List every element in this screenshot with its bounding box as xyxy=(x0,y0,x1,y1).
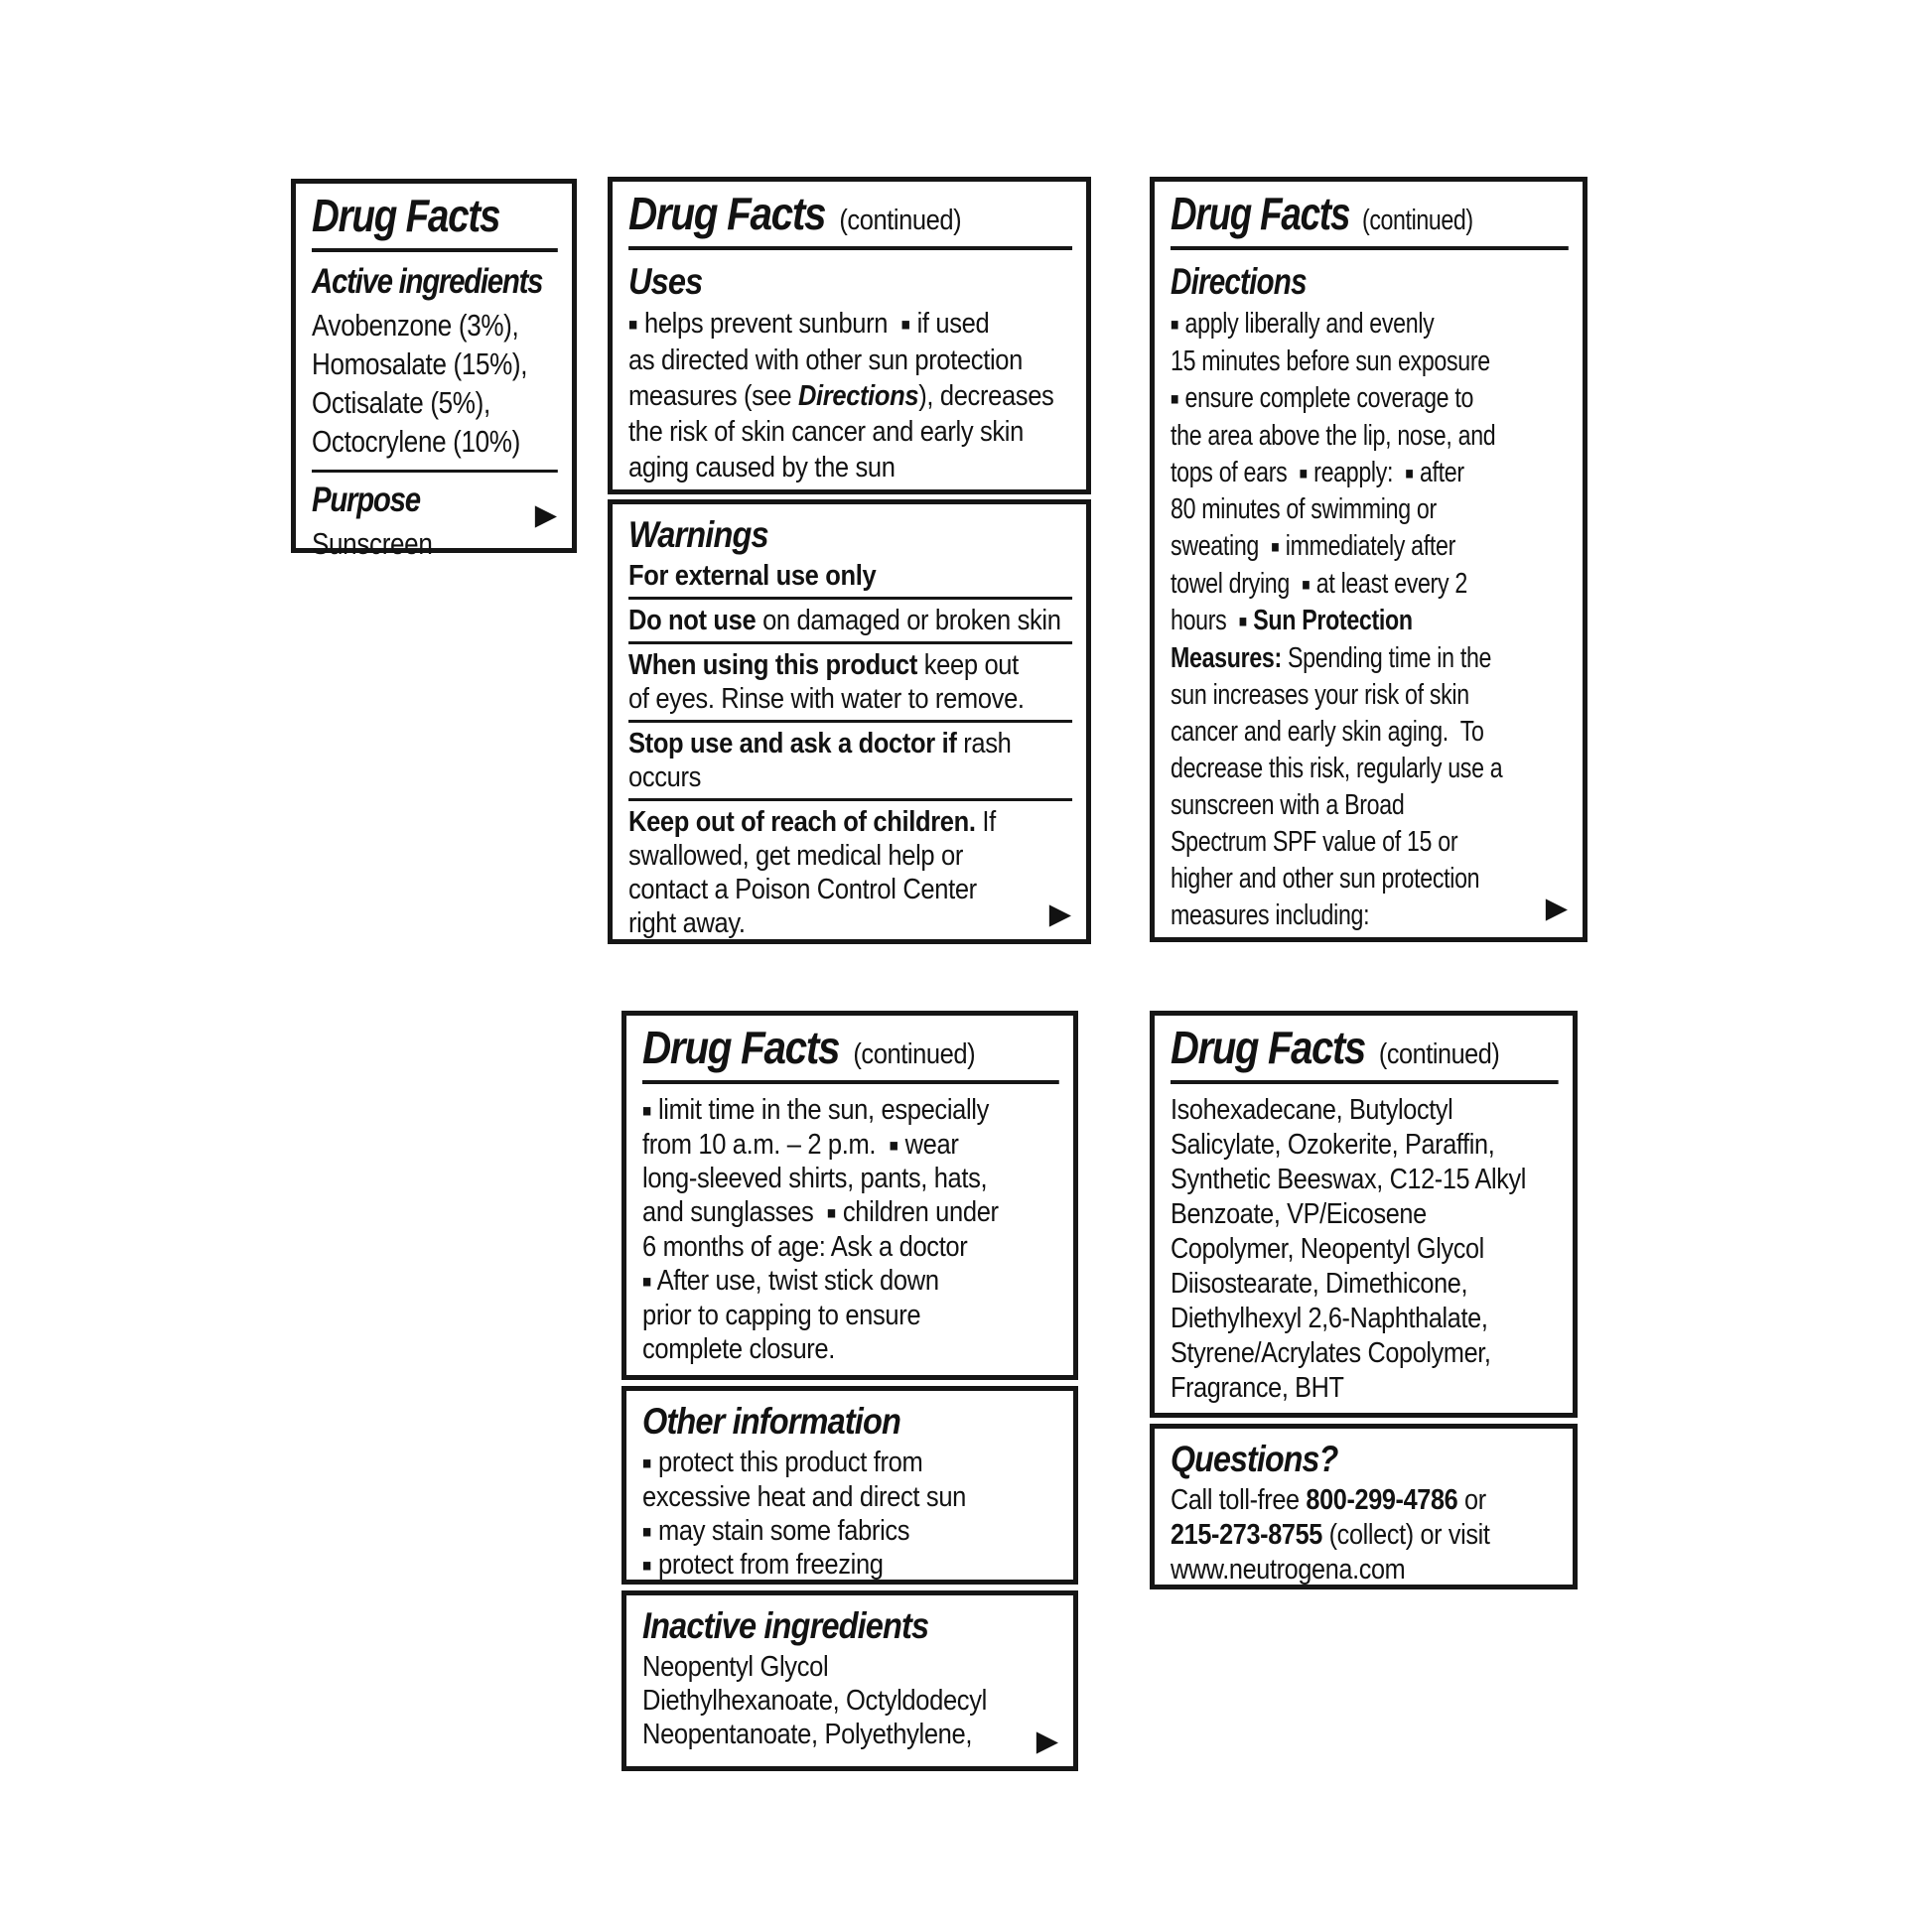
text-segment: Homosalate (15%), xyxy=(312,345,528,381)
text-segment: Measures: xyxy=(1171,641,1282,674)
text-line xyxy=(1171,1267,1559,1302)
text-segment: (collect) or visit xyxy=(1321,1519,1490,1552)
text-segment: occurs xyxy=(628,761,702,794)
text-segment: protect from freezing xyxy=(651,1549,884,1582)
text-segment: www.neutrogena.com xyxy=(1171,1554,1406,1587)
text-line xyxy=(642,1548,1059,1583)
text-line xyxy=(1171,603,1569,640)
text-line xyxy=(1171,1553,1559,1587)
section-heading-other-information: Other information xyxy=(642,1401,900,1442)
text-line xyxy=(1171,455,1569,492)
panel-content xyxy=(1171,1437,1559,1587)
text-line xyxy=(1171,566,1569,604)
text-line xyxy=(1171,1197,1559,1232)
text-line xyxy=(312,524,558,563)
drug-facts-title xyxy=(1171,1022,1559,1084)
text-line xyxy=(642,1230,1059,1264)
text-segment: Spending time in the xyxy=(1281,641,1492,674)
continued-label: (continued) xyxy=(853,1038,976,1070)
text-line xyxy=(642,1264,1059,1299)
panel-content xyxy=(642,1603,1059,1751)
section-heading-uses: Uses xyxy=(628,261,703,303)
text-segment: Stop use and ask a doctor if xyxy=(628,728,957,760)
text-segment: Neopentyl Glycol xyxy=(642,1651,829,1684)
text-segment: immediately after xyxy=(1279,530,1456,563)
text-line xyxy=(642,1162,1059,1195)
panel-content xyxy=(312,190,558,563)
text-segment: Directions xyxy=(797,380,919,412)
bullet-icon: ■ xyxy=(642,1100,652,1121)
text-segment: wear xyxy=(897,1128,959,1161)
text-segment: tops of ears xyxy=(1171,456,1300,488)
continue-arrow-icon: ▶ xyxy=(1048,898,1071,930)
text-segment: Benzoate, VP/Eicosene xyxy=(1171,1198,1427,1231)
text-segment: When using this product xyxy=(628,649,918,682)
text-segment: After use, twist stick down xyxy=(651,1265,939,1298)
text-block xyxy=(628,604,1072,644)
text-line xyxy=(642,1718,1059,1751)
panel-inactive-ingredients-continued xyxy=(1150,1011,1578,1418)
text-segment: sweating xyxy=(1171,530,1272,563)
text-segment: ensure complete coverage to xyxy=(1178,382,1474,414)
panel-content xyxy=(628,188,1072,485)
drug-facts-title xyxy=(642,1022,1059,1084)
text-line xyxy=(628,559,1072,593)
text-line xyxy=(1171,861,1569,897)
drug-facts-title-text: Drug Facts xyxy=(628,188,826,239)
text-line xyxy=(312,306,558,345)
text-line xyxy=(642,1332,1059,1366)
text-block xyxy=(642,1446,1059,1583)
bullet-icon: ■ xyxy=(1302,574,1311,595)
text-line xyxy=(1171,824,1569,861)
section-heading-inactive-ingredients: Inactive ingredients xyxy=(642,1605,929,1646)
panel-other-information xyxy=(621,1386,1078,1585)
text-segment: 15 minutes before sun exposure xyxy=(1171,345,1490,377)
text-line xyxy=(628,873,1072,906)
text-segment: if used xyxy=(909,308,990,341)
text-line xyxy=(1171,306,1569,344)
text-line xyxy=(628,682,1072,716)
text-line xyxy=(1171,418,1569,455)
divider-rule xyxy=(312,470,558,473)
text-segment: Diethylhexyl 2,6-Naphthalate, xyxy=(1171,1303,1488,1335)
continued-label: (continued) xyxy=(1362,205,1473,236)
text-block xyxy=(1171,1483,1559,1587)
text-segment: long-sleeved shirts, pants, hats, xyxy=(642,1163,988,1195)
panel-content xyxy=(642,1022,1059,1366)
text-line xyxy=(628,906,1072,940)
text-segment: keep out xyxy=(917,649,1019,682)
text-line xyxy=(642,1650,1059,1684)
text-segment: aging caused by the sun xyxy=(628,452,896,483)
text-line xyxy=(628,805,1072,839)
bullet-icon: ■ xyxy=(642,1271,652,1292)
panel-content xyxy=(1171,188,1569,934)
text-line xyxy=(642,1480,1059,1514)
text-segment: 800-299-4786 xyxy=(1306,1484,1458,1517)
text-line xyxy=(1171,491,1569,528)
text-block xyxy=(642,1093,1059,1365)
section-heading-questions: Questions? xyxy=(1171,1439,1338,1479)
bullet-icon: ■ xyxy=(889,1135,898,1156)
panel-content xyxy=(628,512,1072,940)
text-line xyxy=(628,760,1072,794)
text-segment: Do not use xyxy=(628,605,757,637)
text-block xyxy=(628,727,1072,801)
continue-arrow-icon: ▶ xyxy=(1545,893,1568,924)
text-segment: children under xyxy=(836,1196,999,1229)
text-segment: Keep out of reach of children. xyxy=(628,806,976,839)
text-line xyxy=(1171,1371,1559,1406)
bullet-icon: ■ xyxy=(642,1521,652,1542)
text-block xyxy=(1171,1093,1559,1406)
bullet-icon: ■ xyxy=(1405,463,1414,483)
text-block xyxy=(642,1650,1059,1751)
text-segment: as directed with other sun protection xyxy=(628,345,1023,376)
text-segment: cancer and early skin aging. To xyxy=(1171,715,1484,748)
panel-directions-continued xyxy=(621,1011,1078,1380)
text-line xyxy=(642,1299,1059,1332)
bullet-icon: ■ xyxy=(642,1452,652,1473)
text-segment: excessive heat and direct sun xyxy=(642,1480,967,1513)
bullet-icon: ■ xyxy=(1238,611,1248,631)
drug-facts-title-text: Drug Facts xyxy=(1171,1022,1365,1073)
text-segment: Sunscreen xyxy=(312,525,433,561)
text-segment: Diethylhexanoate, Octyldodecyl xyxy=(642,1685,987,1718)
text-line xyxy=(628,839,1072,873)
text-line xyxy=(628,604,1072,637)
text-segment: protect this product from xyxy=(651,1447,923,1479)
text-line xyxy=(1171,787,1569,824)
text-segment: from 10 a.m. – 2 p.m. xyxy=(642,1128,890,1161)
text-segment: Neopentanoate, Polyethylene, xyxy=(642,1719,973,1751)
text-segment: Synthetic Beeswax, C12-15 Alkyl xyxy=(1171,1164,1527,1196)
section-heading-purpose: Purpose xyxy=(312,480,420,519)
drug-facts-title xyxy=(1171,188,1569,250)
text-segment: on damaged or broken skin xyxy=(756,605,1061,637)
text-segment: may stain some fabrics xyxy=(651,1514,910,1547)
bullet-icon: ■ xyxy=(1299,463,1309,483)
panel-directions xyxy=(1150,177,1587,942)
text-segment: rash xyxy=(956,728,1012,760)
text-segment: and sunglasses xyxy=(642,1196,827,1229)
text-segment: apply liberally and evenly xyxy=(1178,308,1435,341)
text-segment: Styrene/Acrylates Copolymer, xyxy=(1171,1337,1491,1370)
text-segment: hours xyxy=(1171,605,1239,637)
continued-label: (continued) xyxy=(839,205,962,236)
text-segment: sunscreen with a Broad xyxy=(1171,788,1405,821)
text-segment: contact a Poison Control Center xyxy=(628,874,977,906)
text-segment: Spectrum SPF value of 15 or xyxy=(1171,825,1458,858)
text-segment: Diisostearate, Dimethicone, xyxy=(1171,1268,1468,1301)
drug-facts-title-text: Drug Facts xyxy=(312,190,500,241)
text-line xyxy=(628,378,1072,414)
panel-content xyxy=(1171,1022,1559,1406)
text-line xyxy=(1171,1093,1559,1128)
text-segment: after xyxy=(1413,456,1464,488)
text-segment: Sun Protection xyxy=(1253,605,1413,637)
text-segment: at least every 2 xyxy=(1310,567,1467,600)
text-segment: Copolymer, Neopentyl Glycol xyxy=(1171,1233,1484,1266)
drug-facts-title xyxy=(312,190,558,252)
text-segment: Fragrance, BHT xyxy=(1171,1372,1344,1405)
panel-inactive-ingredients xyxy=(621,1590,1078,1771)
bullet-icon: ■ xyxy=(1171,388,1179,409)
text-segment: measures including: xyxy=(1171,898,1370,931)
text-segment: helps prevent sunburn xyxy=(637,308,901,341)
text-line xyxy=(642,1093,1059,1128)
text-line xyxy=(1171,1483,1559,1518)
text-segment: complete closure. xyxy=(642,1332,836,1365)
text-line xyxy=(642,1128,1059,1163)
text-line xyxy=(1171,1302,1559,1336)
bullet-icon: ■ xyxy=(1271,536,1280,557)
drug-facts-title-text: Drug Facts xyxy=(1171,188,1350,239)
text-segment: the risk of skin cancer and early skin xyxy=(628,416,1024,448)
text-line xyxy=(1171,640,1569,677)
text-segment: Octisalate (5%), xyxy=(312,384,490,420)
panel-uses xyxy=(608,177,1091,494)
text-segment: limit time in the sun, especially xyxy=(651,1094,990,1127)
text-line xyxy=(642,1195,1059,1230)
text-line xyxy=(628,727,1072,760)
bullet-icon: ■ xyxy=(642,1555,652,1576)
text-line xyxy=(628,450,1072,485)
continue-arrow-icon: ▶ xyxy=(534,499,557,531)
text-segment: Avobenzone (3%), xyxy=(312,307,519,343)
text-line xyxy=(1171,528,1569,566)
continue-arrow-icon: ▶ xyxy=(1035,1725,1058,1757)
text-segment: or xyxy=(1457,1484,1486,1517)
drug-facts-title xyxy=(628,188,1072,250)
text-line xyxy=(1171,1336,1559,1371)
text-segment: the area above the lip, nose, and xyxy=(1171,419,1496,452)
text-segment: towel drying xyxy=(1171,567,1303,600)
text-line xyxy=(642,1684,1059,1718)
text-line xyxy=(312,345,558,383)
text-line xyxy=(1171,677,1569,714)
text-segment: sun increases your risk of skin xyxy=(1171,678,1469,711)
panel-questions xyxy=(1150,1424,1578,1589)
text-block xyxy=(312,306,558,461)
text-line xyxy=(1171,380,1569,418)
text-segment: For external use only xyxy=(628,560,877,593)
bullet-icon: ■ xyxy=(826,1203,837,1224)
section-heading-directions: Directions xyxy=(1171,261,1307,303)
text-line xyxy=(628,306,1072,343)
section-heading-active-ingredients: Active ingredients xyxy=(312,262,543,302)
bullet-icon: ■ xyxy=(900,315,910,335)
text-line xyxy=(642,1446,1059,1480)
text-segment: Octocrylene (10%) xyxy=(312,423,520,459)
text-segment: If xyxy=(975,806,996,839)
text-segment: Salicylate, Ozokerite, Paraffin, xyxy=(1171,1129,1495,1162)
bullet-icon: ■ xyxy=(628,315,638,335)
continued-label: (continued) xyxy=(1378,1038,1500,1070)
text-block xyxy=(1171,306,1569,933)
text-segment: reapply: xyxy=(1308,456,1406,488)
text-segment: 215-273-8755 xyxy=(1171,1519,1322,1552)
text-line xyxy=(628,648,1072,682)
text-segment: swallowed, get medical help or xyxy=(628,840,963,873)
text-segment: 6 months of age: Ask a doctor xyxy=(642,1231,968,1264)
text-line xyxy=(1171,893,1569,934)
panel-content xyxy=(642,1399,1059,1583)
text-line xyxy=(1171,1128,1559,1163)
text-segment: Call toll-free xyxy=(1171,1484,1307,1517)
drug-facts-title-text: Drug Facts xyxy=(642,1022,840,1073)
section-heading-warnings: Warnings xyxy=(628,514,768,555)
text-segment: ), decreases xyxy=(918,380,1054,412)
text-line xyxy=(1171,714,1569,751)
text-line xyxy=(628,414,1072,450)
text-line xyxy=(642,1514,1059,1549)
text-block xyxy=(628,559,1072,600)
text-block xyxy=(312,524,558,563)
text-segment: Isohexadecane, Butyloctyl xyxy=(1171,1094,1453,1127)
panel-active-ingredients xyxy=(291,179,577,561)
text-segment: 80 minutes of swimming or xyxy=(1171,493,1437,526)
text-segment: decrease this risk, regularly use a xyxy=(1171,752,1503,784)
text-segment: measures (see xyxy=(628,380,798,412)
text-line xyxy=(1171,1163,1559,1197)
text-line xyxy=(312,422,558,461)
text-line xyxy=(1171,1232,1559,1267)
text-segment: of eyes. Rinse with water to remove. xyxy=(628,683,1025,716)
text-block xyxy=(628,306,1072,485)
text-segment: prior to capping to ensure xyxy=(642,1299,921,1331)
text-line xyxy=(628,343,1072,378)
text-line xyxy=(1171,1518,1559,1553)
text-segment: higher and other sun protection xyxy=(1171,862,1480,895)
panel-warnings xyxy=(608,499,1091,944)
text-line xyxy=(312,383,558,422)
text-block xyxy=(628,648,1072,723)
text-segment: right away. xyxy=(628,907,746,940)
bullet-icon: ■ xyxy=(1171,315,1179,335)
text-line xyxy=(1171,751,1569,787)
text-line xyxy=(1171,344,1569,380)
text-block xyxy=(628,805,1072,940)
